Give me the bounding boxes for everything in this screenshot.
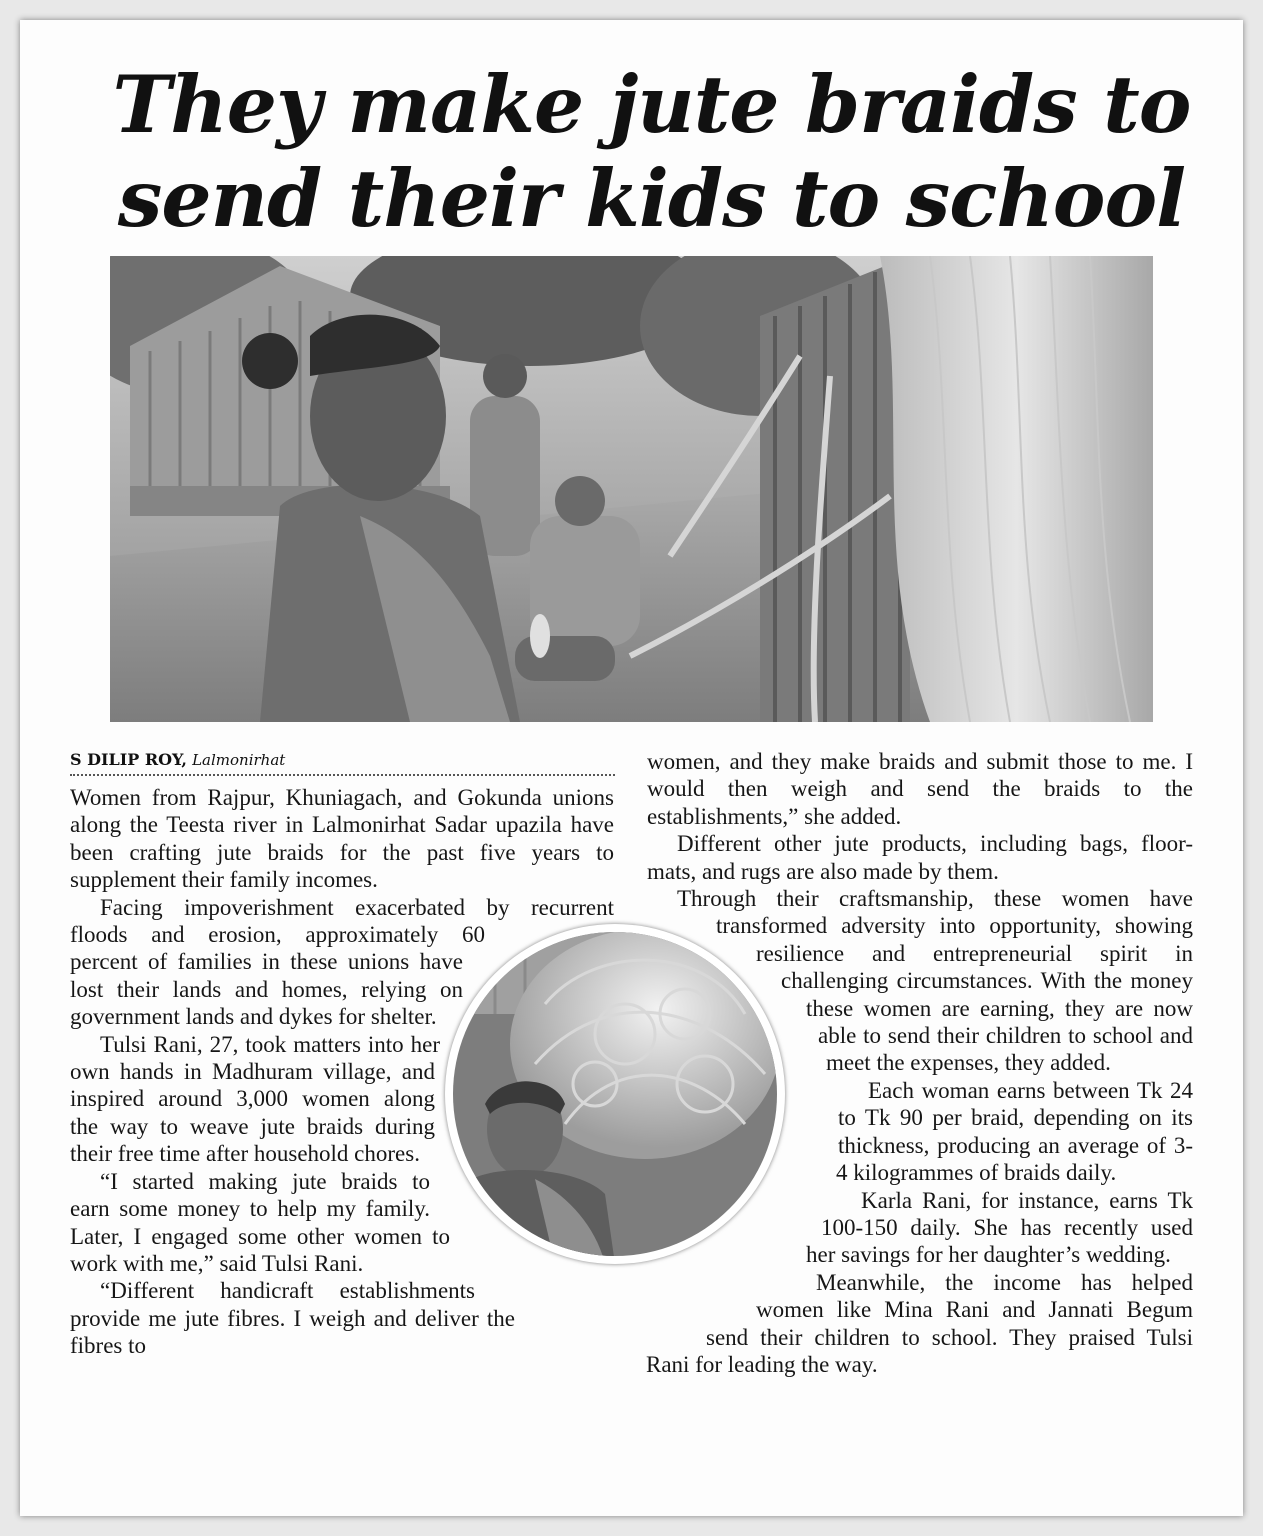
- byline-location: Lalmonirhat: [192, 751, 286, 769]
- paragraph: Each woman earns between Tk 24 to Tk 90 per braid, depending on its thickness, producing an average of 3-4 kilogrammes of braids daily.: [836, 1077, 1193, 1186]
- wrap-spacer: [614, 784, 615, 942]
- newspaper-clipping: [20, 20, 1243, 1516]
- inset-photo: [445, 924, 785, 1264]
- wrap-spacer: [515, 1295, 615, 1323]
- main-photo: [110, 256, 1153, 722]
- paragraph: “Different handicraft establishments provide me jute fibres. I weigh and deliver the fibres to: [70, 1278, 515, 1359]
- headline-line-2: send their kids to school: [117, 152, 1186, 245]
- paragraph: Facing impoverishment exacerbated by recurrent floods and erosion, approximately 60 percent of families in these unions have lost their lands and homes, relying on government lands and dykes for shelter.: [70, 894, 614, 1030]
- inset-photo-illustration: [445, 924, 785, 1264]
- byline-author: S DILIP ROY,: [70, 750, 187, 769]
- paragraph: Through their craftsmanship, these women have transformed adversity into opportunity, showing resilience and entrepreneurial spirit in challenging circumstances. With the money these women are earning, they are now able to send their children to school and meet the expenses, they added.: [677, 886, 1193, 1076]
- paragraph: Different other jute products, including bags, floor-mats, and rugs are also made by them.: [647, 831, 1193, 884]
- paragraph: Karla Rani, for instance, earns Tk 100-150 daily. She has recently used her savings for her daughter’s wedding.: [806, 1187, 1193, 1268]
- paragraph: Women from Rajpur, Khuniagach, and Gokunda unions along the Teesta river in Lalmonirhat Sadar upazila have been crafting jute braids for the past five years to supplement their family incomes.: [70, 785, 614, 893]
- paragraph: Meanwhile, the income has helped women like Mina Rani and Jannati Begum send their children to school. They praised Tulsi Rani for leading the way.: [646, 1269, 1193, 1377]
- headline: [80, 58, 1223, 246]
- wrap-spacer: [545, 1323, 615, 1348]
- paragraph: Tulsi Rani, 27, took matters into her own hands in Madhuram village, and inspired around 3,000 women along the way to weave jute braids during their free time after household chores.: [70, 1031, 440, 1167]
- paragraph: women, and they make braids and submit those to me. I would then weigh and send the braids to the establishments,” she added.: [647, 749, 1193, 829]
- headline-line-1: They make jute braids to: [112, 58, 1191, 151]
- paragraph: “I started making jute braids to earn some money to help my family. Later, I engaged some other women to work with me,” said Tulsi Rani.: [70, 1168, 450, 1276]
- main-photo-illustration: [110, 256, 1153, 722]
- wrap-spacer: [475, 1267, 615, 1295]
- byline: [70, 750, 615, 776]
- wrap-spacer: [646, 1277, 756, 1305]
- wrap-spacer: [646, 1305, 706, 1333]
